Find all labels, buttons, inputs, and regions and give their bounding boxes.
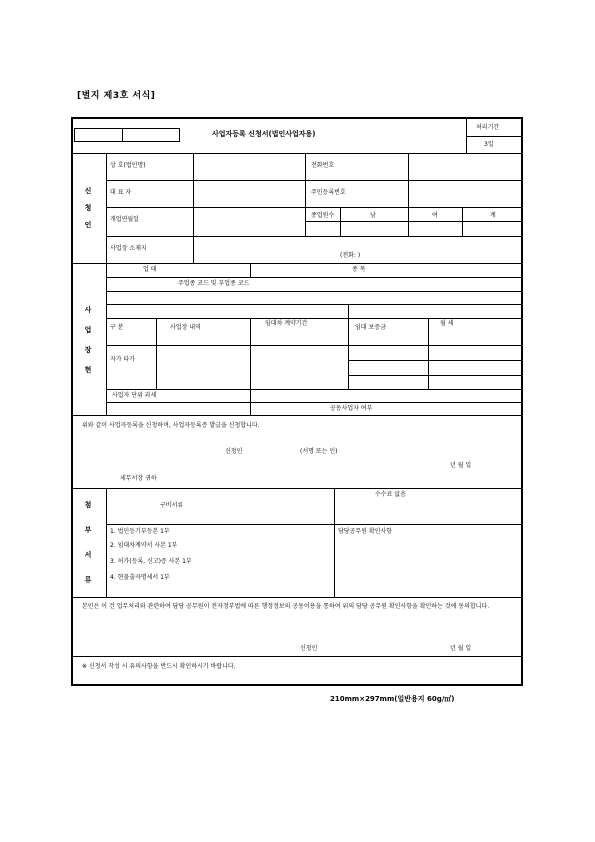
- consent-bottom-line: [72, 656, 522, 657]
- applicant-row-line-2: [106, 207, 522, 208]
- consent-date: 년 월 일: [450, 645, 472, 652]
- applicant-section-char-3: 인: [84, 221, 92, 229]
- business-section-char-2: 업: [84, 326, 92, 334]
- subcol-type: 구 분: [110, 324, 124, 331]
- declaration-text: 위와 같이 사업자등록을 신청하며, 사업자등록증 발급을 신청합니다.: [82, 422, 260, 429]
- business-line-6: [348, 360, 522, 361]
- label-employees: 종업원수: [311, 212, 335, 219]
- declaration-signature-label: 신청인: [225, 448, 243, 455]
- business-line-1: [106, 277, 522, 278]
- declaration-bottom-line: [72, 488, 522, 489]
- applicant-row-line-1: [106, 180, 522, 181]
- business-line-2: [106, 291, 522, 292]
- reg-box-divider: [122, 128, 123, 142]
- employee-mid-line: [305, 221, 522, 222]
- applicant-section-char-1: 신: [84, 187, 92, 195]
- attachment-section-char-1: 첨: [84, 501, 92, 509]
- business-section-char-3: 장: [84, 346, 92, 354]
- paper-size: 210mm×297mm(일반용지 60g/㎡): [330, 695, 455, 703]
- attachment-bottom-line: [72, 597, 522, 598]
- label-representative: 대 표 자: [110, 189, 132, 196]
- label-business-address: 사업장 소재지: [110, 245, 147, 252]
- subcol-deposit: 임대 보증금: [355, 324, 386, 331]
- form-number: [별지 제3호 서식]: [77, 91, 156, 101]
- label-opening-date: 개업연월일: [110, 216, 139, 223]
- employee-total: 계: [490, 212, 496, 219]
- business-line-8: [106, 389, 522, 390]
- applicant-mid-divider: [305, 153, 306, 236]
- attachment-item-2: 2. 임대차계약서 사본 1부: [110, 542, 178, 549]
- business-col-1: [156, 318, 157, 389]
- attachment-item-1: 1. 법인등기부등본 1부: [110, 528, 170, 535]
- business-line-7: [348, 375, 522, 376]
- footer-note: ※ 신청서 작성 시 유의사항을 반드시 확인하시기 바랍니다.: [82, 663, 236, 670]
- attachment-center-divider: [334, 488, 335, 597]
- joint-business-label: 공동사업자 여부: [330, 405, 373, 412]
- business-line-9: [106, 402, 522, 403]
- attachment-section-char-2: 부: [84, 526, 92, 534]
- attachment-item-4: 4. 현물출자명세서 1부: [110, 574, 170, 581]
- own-rent-label: 자가 타가: [110, 356, 136, 363]
- applicant-label-divider: [193, 153, 194, 236]
- business-line-5: [106, 345, 522, 346]
- unit-taxation-label: 사업자 단위 과세: [112, 392, 157, 399]
- declaration-recipient: 세무서장 귀하: [120, 475, 157, 482]
- attachment-header-left: 구비서류: [160, 502, 184, 509]
- attachment-section-char-3: 서: [84, 551, 92, 559]
- label-phone: 전화번호: [311, 162, 335, 169]
- business-section-divider: [106, 263, 107, 415]
- business-section-char-4: 현: [84, 366, 92, 374]
- business-line-4: [106, 318, 522, 319]
- attachment-section-divider: [106, 488, 107, 597]
- employee-female: 여: [432, 212, 438, 219]
- applicant-section-char-2: 청: [84, 204, 92, 212]
- business-item-header: 종 목: [352, 266, 366, 273]
- subcol-details: 사업장 내역: [170, 324, 201, 331]
- business-bottom-line: [72, 415, 522, 416]
- label-company-name: 상 호(법인명): [110, 162, 146, 169]
- business-center-divider: [348, 304, 349, 389]
- attachment-header-line: [106, 524, 522, 525]
- attachment-header-right: 수수료 없음: [375, 491, 406, 498]
- business-section-char-1: 사: [84, 306, 92, 314]
- applicant-row-line-3: [106, 236, 522, 237]
- attachment-item-3: 3. 허가(등록, 신고)증 사본 1부: [110, 558, 192, 565]
- applicant-section-divider: [106, 153, 107, 263]
- registration-number-box[interactable]: [74, 128, 180, 142]
- attachment-right-note: 담당공무원 확인사항: [338, 528, 393, 535]
- address-divider: [193, 236, 194, 263]
- business-col-3: [428, 318, 429, 389]
- business-col-2: [250, 318, 251, 389]
- header-bottom-line: [72, 153, 522, 154]
- business-line-3: [106, 304, 522, 305]
- business-type-header: 업 태: [143, 266, 157, 273]
- consent-text: 본인은 이 건 업무처리와 관련하여 담당 공무원이 전자정부법에 따른 행정정보의 공동이용을 통하여 위의 담당 공무원 확인사항을 확인하는 것에 동의합니다.: [82, 603, 490, 610]
- declaration-date: 년 월 일: [450, 462, 472, 469]
- subcol-monthly-rent: 월 세: [440, 320, 454, 327]
- attachment-section-char-4: 류: [84, 576, 92, 584]
- business-code-subheader: 주업종 코드 및 부업종 코드: [178, 280, 250, 287]
- process-mid-line: [466, 136, 522, 137]
- process-label: 처리기간: [476, 124, 500, 131]
- form-title: 사업자등록 신청서(법인사업자용): [212, 130, 316, 138]
- business-header-divider: [250, 263, 251, 277]
- address-phone: (전화: ): [340, 252, 361, 259]
- label-resident-number: 주민등록번호: [311, 189, 346, 196]
- consent-signature-label: 신청인: [300, 645, 318, 652]
- declaration-seal: (서명 또는 인): [300, 448, 338, 455]
- process-value: 3일: [484, 141, 494, 148]
- employee-male: 남: [370, 212, 376, 219]
- subcol-lease-period: 임대차 계약기간: [265, 320, 308, 327]
- applicant-bottom-line: [72, 263, 522, 264]
